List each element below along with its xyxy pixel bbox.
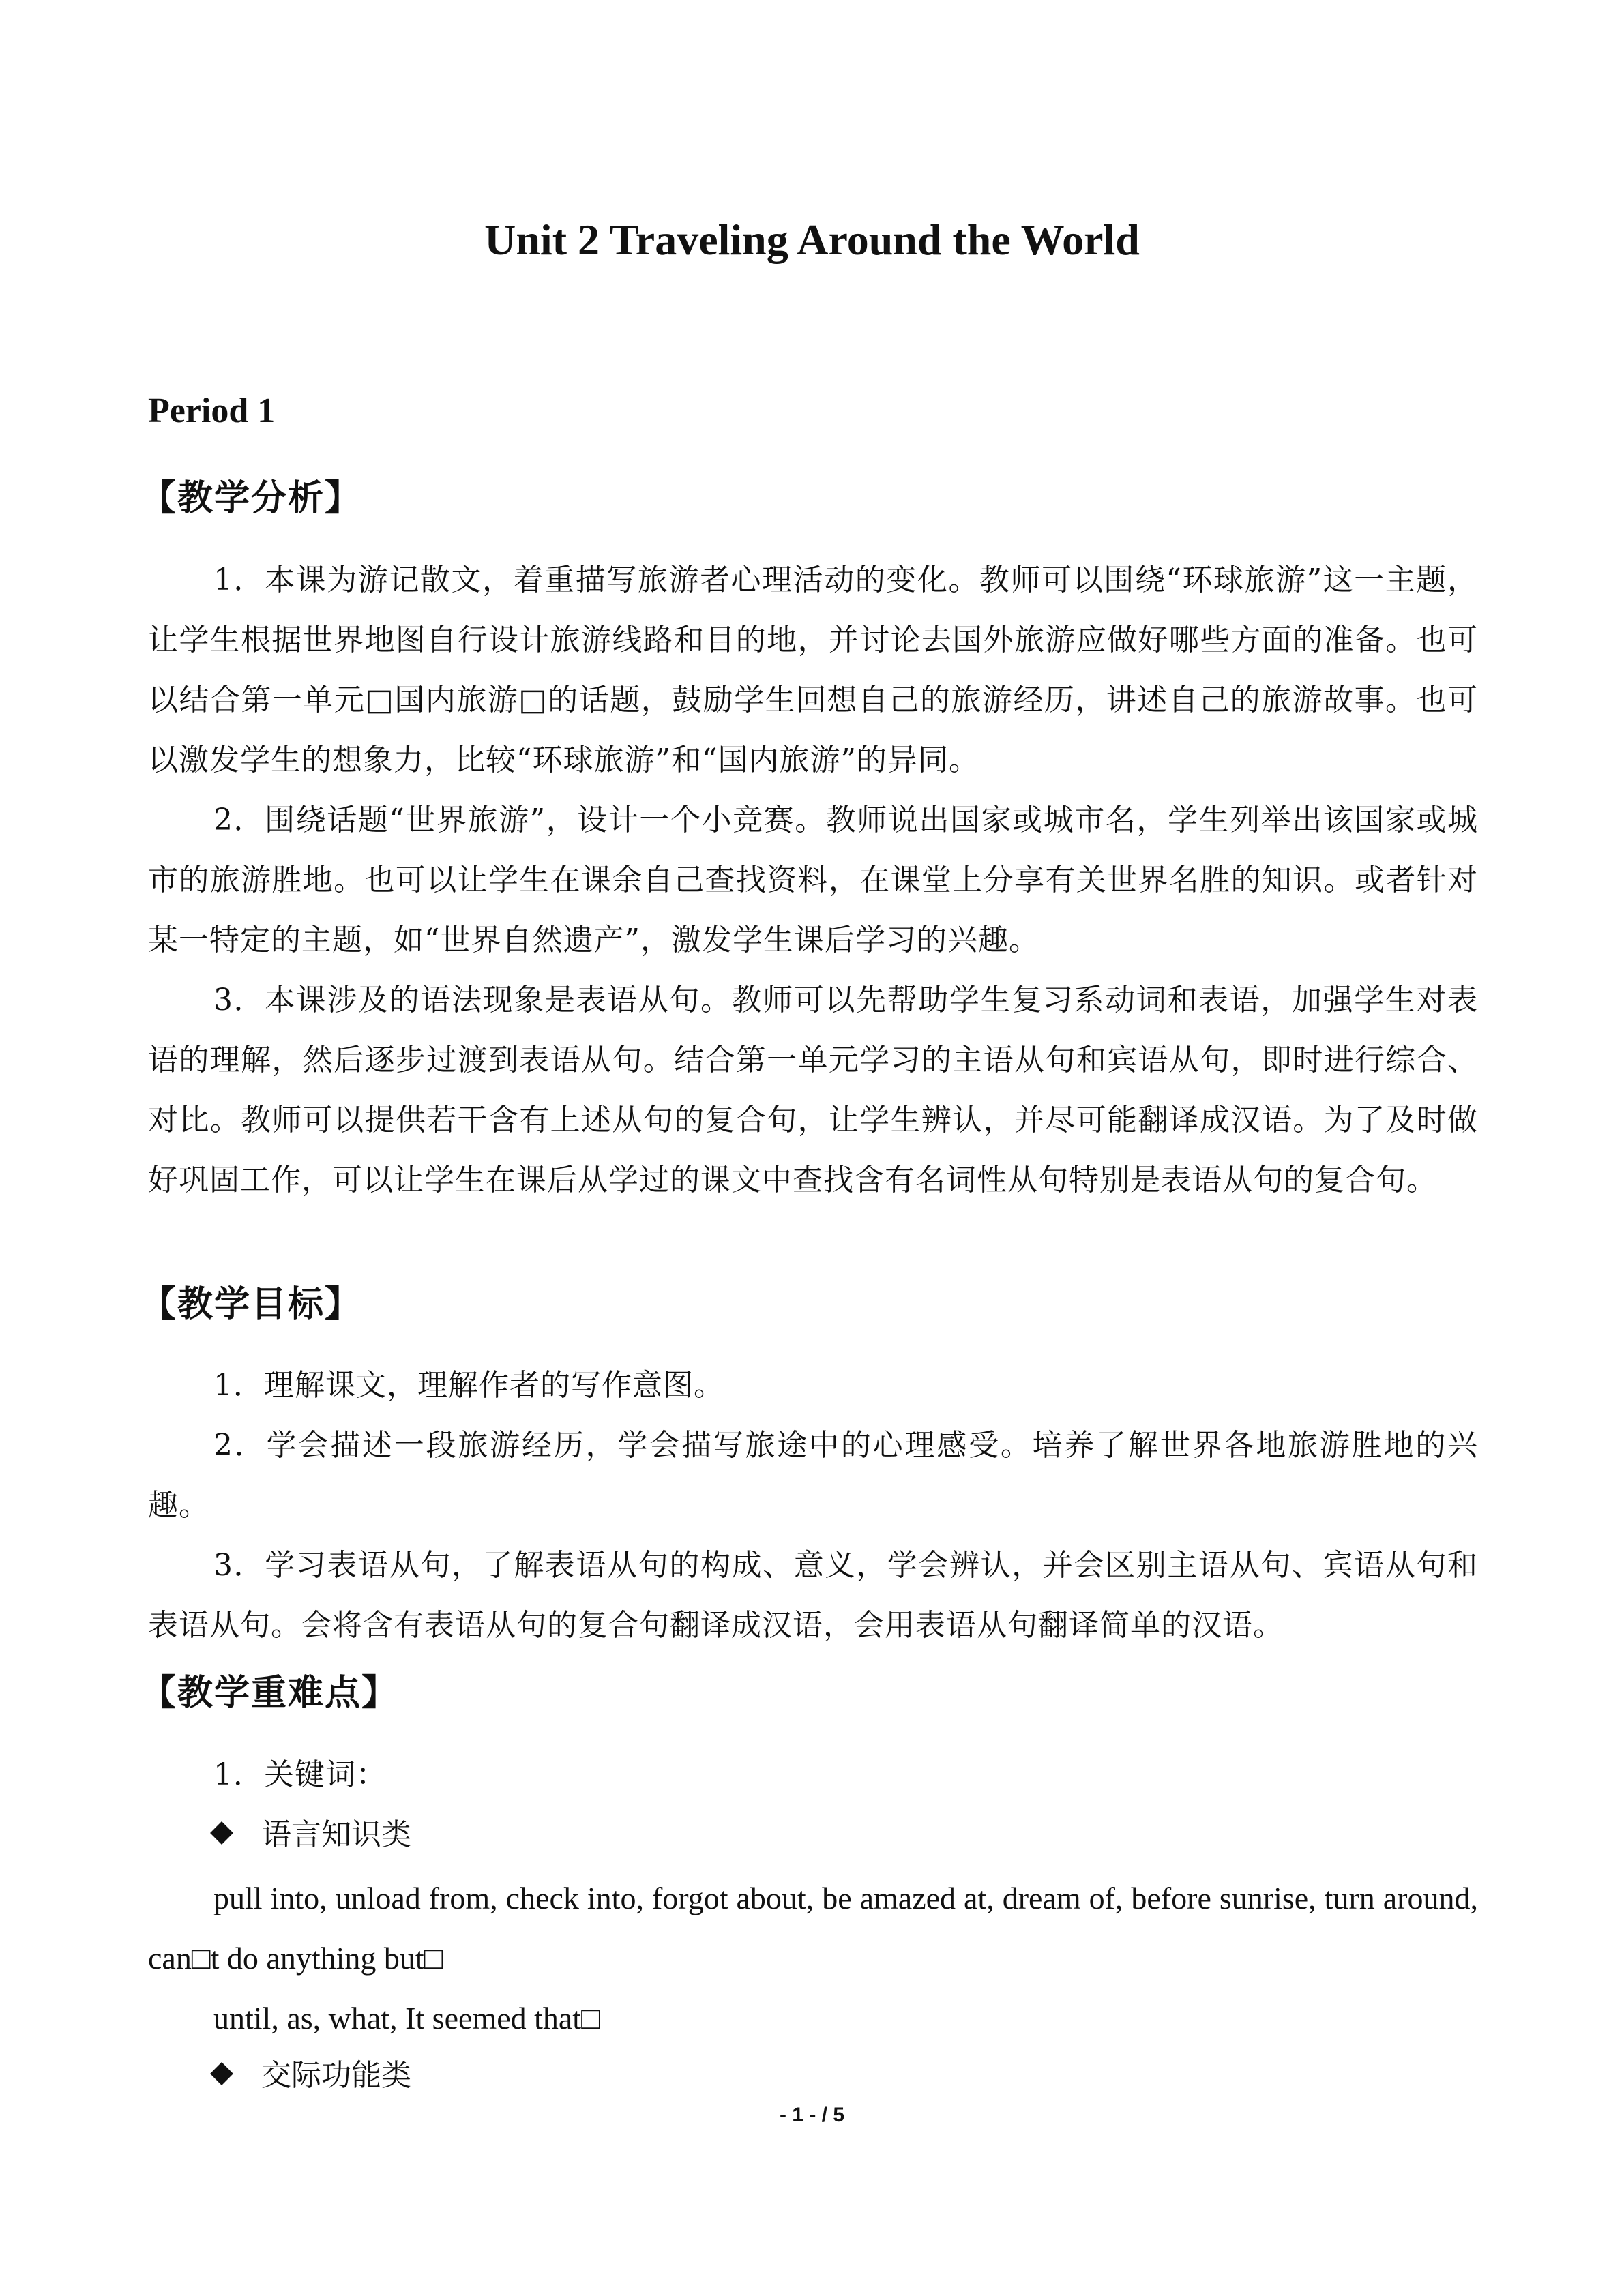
diamond-bullet-icon: [210, 1821, 233, 1845]
objectives-paragraph-3: 3．学习表语从句，了解表语从句的构成、意义，学会辨认，并会区别主语从句、宾语从句和表语从句。会将含有表语从句的复合句翻译成汉语，会用表语从句翻译简单的汉语。: [148, 1548, 1478, 1643]
diamond-bullet-icon: [210, 2062, 233, 2085]
bullet-label: 语言知识类: [261, 1817, 411, 1852]
objectives-paragraph-1: 1．理解课文，理解作者的写作意图。: [213, 1368, 724, 1403]
bullet-label: 交际功能类: [261, 2058, 411, 2093]
analysis-paragraph-3: 3．本课涉及的语法现象是表语从句。教师可以先帮助学生复习系动词和表语，加强学生对表语的理解，然后逐步过渡到表语从句。结合第一单元学习的主语从句和宾语从句，即时进行综合、对比。教师可以提供若干含有上述从句的复合句，让学生辨认，并尽可能翻译成汉语。为了及时做好巩固工作，可以让学生在课后从学过的课文中查找含有名词性从句特别是表语从句的复合句。: [148, 983, 1478, 1197]
section-heading-analysis: 【教学分析】: [141, 478, 362, 519]
bullet-language-knowledge: [213, 1805, 411, 1865]
bullet-communicative-function: [213, 2046, 411, 2106]
analysis-paragraph-2: 2．围绕话题“世界旅游”，设计一个小竞赛。教师说出国家或城市名，学生列举出该国家或城市的旅游胜地。也可以让学生在课余自己查找资料，在课堂上分享有关世界名胜的知识。或者针对某一特定的主题，如“世界自然遗产”，激发学生课后学习的兴趣。: [148, 803, 1478, 957]
key-phrases-list: pull into, unload from, check into, forgot about, be amazed at, dream of, before sunrise, turn around, can□t do anything but□: [148, 1881, 1478, 1976]
document-title: Unit 2 Traveling Around the World: [484, 215, 1140, 264]
page-number: - 1 - / 5: [779, 2104, 845, 2126]
section-heading-key-points: 【教学重难点】: [141, 1673, 399, 1714]
objectives-paragraph-2: 2．学会描述一段旅游经历，学会描写旅途中的心理感受。培养了解世界各地旅游胜地的兴趣。: [148, 1428, 1478, 1523]
section-heading-objectives: 【教学目标】: [141, 1284, 362, 1325]
key-words-item: 1．关键词：: [213, 1757, 387, 1792]
grammar-words-list: until, as, what, It seemed that□: [213, 2001, 600, 2036]
period-heading: Period 1: [148, 391, 276, 430]
analysis-paragraph-1: 1．本课为游记散文，着重描写旅游者心理活动的变化。教师可以围绕“环球旅游”这一主题，让学生根据世界地图自行设计旅游线路和目的地，并讨论去国外旅游应做好哪些方面的准备。也可以结合第一单元□国内旅游□的话题，鼓励学生回想自己的旅游经历，讲述自己的旅游故事。也可以激发学生的想象力，比较“环球旅游”和“国内旅游”的异同。: [148, 563, 1478, 777]
